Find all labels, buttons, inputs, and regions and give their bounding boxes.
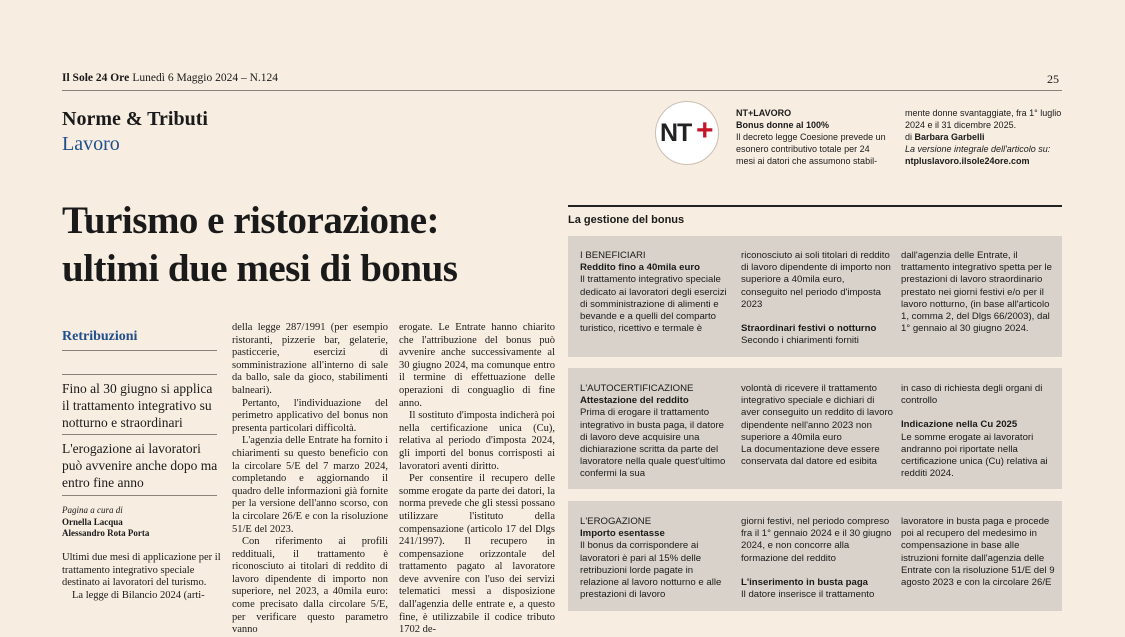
body-paragraph: Per consentire il recupero delle somme erogate da parte dei datori, la norma prevede che gli stessi possano utilizzare l'istituto della compensazione (articolo 17 del Dlgs 241/1997). Il recupero in compensazione orizzontale del trattamento pagato al lavoratore deve avvenire con l'uso dei servizi telematici messi a disposizione dall'agenzia delle entrate e, a questo fine, è utilizzabile il codice tributo 1702 de- xyxy=(399,473,555,636)
credit-name-2: Alessandro Rota Porta xyxy=(62,528,150,538)
ntplus-col-2 xyxy=(905,107,1065,167)
masthead-rule xyxy=(62,90,1062,91)
ntplus-headline: Bonus donne al 100% xyxy=(736,120,830,130)
summary-1: Fino al 30 giugno si applica il trattamento integrativo su notturno e straordinari xyxy=(62,381,213,430)
panel-2-col-2 xyxy=(741,383,893,468)
credit-role: Pagina a cura di xyxy=(62,505,123,515)
panel-subheading: Indicazione nella Cu 2025 xyxy=(901,419,1018,431)
masthead xyxy=(62,72,278,84)
ntplus-byline xyxy=(905,131,1065,143)
summary-rule-3 xyxy=(62,495,217,496)
ntplus-text-1: Il decreto legge Coesione prevede un esonero contributivo totale per 24 mesi ai datori che assumono stabil- xyxy=(736,132,886,166)
ntplus-col-1 xyxy=(736,107,886,167)
ntplus-url-link[interactable]: ntpluslavoro.ilsole24ore.com xyxy=(905,156,1030,166)
bonus-box-title: La gestione del bonus xyxy=(568,214,685,226)
article-headline: Turismo e ristorazione: ultimi due mesi di bonus xyxy=(62,199,458,290)
ntplus-author: Barbara Garbelli xyxy=(914,132,985,142)
ntplus-label: NT+LAVORO xyxy=(736,108,792,118)
panel-2-col-3 xyxy=(901,383,1056,480)
panel-beneficiari xyxy=(568,236,1062,357)
lead-text: Ultimi due mesi di applicazione per il trattamento integrativo speciale destinato ai lavoratori del turismo. xyxy=(62,552,221,589)
panel-text: Prima di erogare il trattamento integrativo in busta paga, il datore di lavoro deve acquisire una dichiarazione scritta da parte del lavoratore nella quale quest'ultimo confermi la sua xyxy=(580,407,726,480)
section-subtitle: Lavoro xyxy=(62,133,120,155)
panel-heading: Importo esentasse xyxy=(580,528,665,540)
panel-1-col-2 xyxy=(741,250,891,347)
panel-1-col-3 xyxy=(901,250,1056,335)
panel-2-col-1 xyxy=(580,383,730,481)
panel-autocertificazione xyxy=(568,368,1062,489)
lead-tail: La legge di Bilancio 2024 (arti- xyxy=(72,589,205,601)
body-paragraph: Il sostituto d'imposta indicherà poi nella certificazione unica (Cu), relativa al periodo d'imposta 2024, gli importi del bonus corrisposti ai lavoratori aventi diritto. xyxy=(399,410,555,472)
kicker-rule xyxy=(62,350,217,351)
summary-rule-1 xyxy=(62,374,217,375)
panel-heading: Attestazione del reddito xyxy=(580,395,689,407)
panel-3-col-1 xyxy=(580,516,730,601)
body-column-1 xyxy=(232,322,388,637)
summary-2: L'erogazione ai lavoratori può avvenire anche dopo ma entro fine anno xyxy=(62,441,218,490)
body-paragraph: erogate. Le Entrate hanno chiarito che l'attribuzione del bonus può avvenire anche successivamente al 30 giugno 2024, ma comunque entro il termine di effettuazione delle operazioni di conguaglio di fine anno. xyxy=(399,322,555,409)
issue-date: Lunedì 6 Maggio 2024 – N.124 xyxy=(132,72,279,84)
panel-1-col-1 xyxy=(580,250,728,335)
panel-text: dall'agenzia delle Entrate, il trattamento integrativo spetta per le prestazioni di lavoro straordinario prestato nei giorni festivi e/o per il lavoro notturno, (in base all'articolo 1, comma 2, del Dlgs 66/2003), dal 1° gennaio al 30 giugno 2024. xyxy=(901,250,1052,335)
body-column-2 xyxy=(399,322,555,637)
panel-text: Secondo i chiarimenti forniti xyxy=(741,335,859,347)
panel-kicker: L'EROGAZIONE xyxy=(580,516,652,527)
panel-3-col-2 xyxy=(741,516,893,601)
ntplus-text-2: mente donne svantaggiate, fra 1° luglio 2024 e il 31 dicembre 2025. xyxy=(905,108,1062,130)
body-paragraph: Pertanto, l'individuazione del perimetro applicativo del bonus non presenta particolari difficoltà. xyxy=(232,397,388,434)
panel-text: giorni festivi, nel periodo compreso fra il 1° gennaio 2024 e il 30 giugno 2024, e non concorre alla formazione del reddito xyxy=(741,516,892,564)
panel-heading: Reddito fino a 40mila euro xyxy=(580,262,700,274)
panel-3-col-3 xyxy=(901,516,1056,589)
ntplus-logo-icon[interactable] xyxy=(655,101,719,165)
ntplus-logo-plus: + xyxy=(696,114,714,147)
panel-kicker: I BENEFICIARI xyxy=(580,250,646,261)
section-title: Norme & Tributi xyxy=(62,108,208,130)
credits xyxy=(62,505,222,540)
panel-text: La documentazione deve essere conservata dal datore ed esibita xyxy=(741,444,880,468)
ntplus-byline-prefix: di xyxy=(905,132,915,142)
panel-subheading: L'inserimento in busta paga xyxy=(741,576,869,588)
panel-text: Il bonus da corrispondere ai lavoratori è pari al 15% delle retribuzioni lorde pagate in relazione al lavoro notturno e alle prestazioni di lavoro xyxy=(580,540,722,601)
panel-text: Il trattamento integrativo speciale dedicato ai lavoratori degli esercizi di somministrazione di alimenti e bevande e a quelli del comparto turistico, ricettivo e termale è xyxy=(580,274,727,335)
paper-name: Il Sole 24 Ore xyxy=(62,72,130,84)
page-number: 25 xyxy=(1047,72,1059,86)
body-paragraph: L'agenzia delle Entrate ha fornito i chiarimenti su questo beneficio con la circolare 5/E del 7 marzo 2024, completando e aggiornando il quadro delle informazioni già fornite per la versione dell'anno scorso, con la circolare 26/E e con la risoluzione 51/E del 2023. xyxy=(232,435,388,535)
panel-text: riconosciuto ai soli titolari di reddito di lavoro dipendente di importo non superiore a 40mila euro, conseguito nel periodo d'imposta 2023 xyxy=(741,250,891,310)
body-paragraph: della legge 287/1991 (per esempio ristoranti, pizzerie bar, gelaterie, pasticcerie, esercizi di somministrazione all'interno di sale da ballo, sale da gioco, stabilimenti balneari). xyxy=(232,322,388,396)
summary-rule-2 xyxy=(62,434,217,435)
credit-name-1: Ornella Lacqua xyxy=(62,516,123,527)
panel-text: Le somme erogate ai lavoratori andranno poi riportate nella certificazione unica (Cu) relativa ai redditi 2024. xyxy=(901,431,1048,480)
body-paragraph: Con riferimento ai profili reddituali, il trattamento è riconosciuto ai titolari di reddito di lavoro dipendente di importo non superiore, nel 2023, a 40mila euro: come precisato dalla circolare 5/E, per verificare questo parametro vanno xyxy=(232,536,388,636)
ntplus-note: La versione integrale dell'articolo su: xyxy=(905,144,1051,154)
bonus-box-rule xyxy=(568,205,1062,207)
panel-text: lavoratore in busta paga e procede poi al recupero del medesimo in compensazione in base alle istruzioni fornite dall'agenzia delle Entrate con la risoluzione 51/E del 9 agosto 2023 e con la circolare 26/E xyxy=(901,516,1055,589)
article-kicker: Retribuzioni xyxy=(62,329,138,344)
panel-text: Il datore inserisce il trattamento xyxy=(741,589,875,601)
panel-text: in caso di richiesta degli organi di controllo xyxy=(901,383,1043,407)
panel-subheading: Straordinari festivi o notturno xyxy=(741,323,877,335)
panel-kicker: L'AUTOCERTIFICAZIONE xyxy=(580,383,694,394)
panel-text: volontà di ricevere il trattamento integrativo speciale e dichiari di aver conseguito un reddito di lavoro dipendente nell'anno 2023 non superiore a 40mila euro xyxy=(741,383,893,443)
ntplus-logo-text: NT xyxy=(660,119,692,147)
